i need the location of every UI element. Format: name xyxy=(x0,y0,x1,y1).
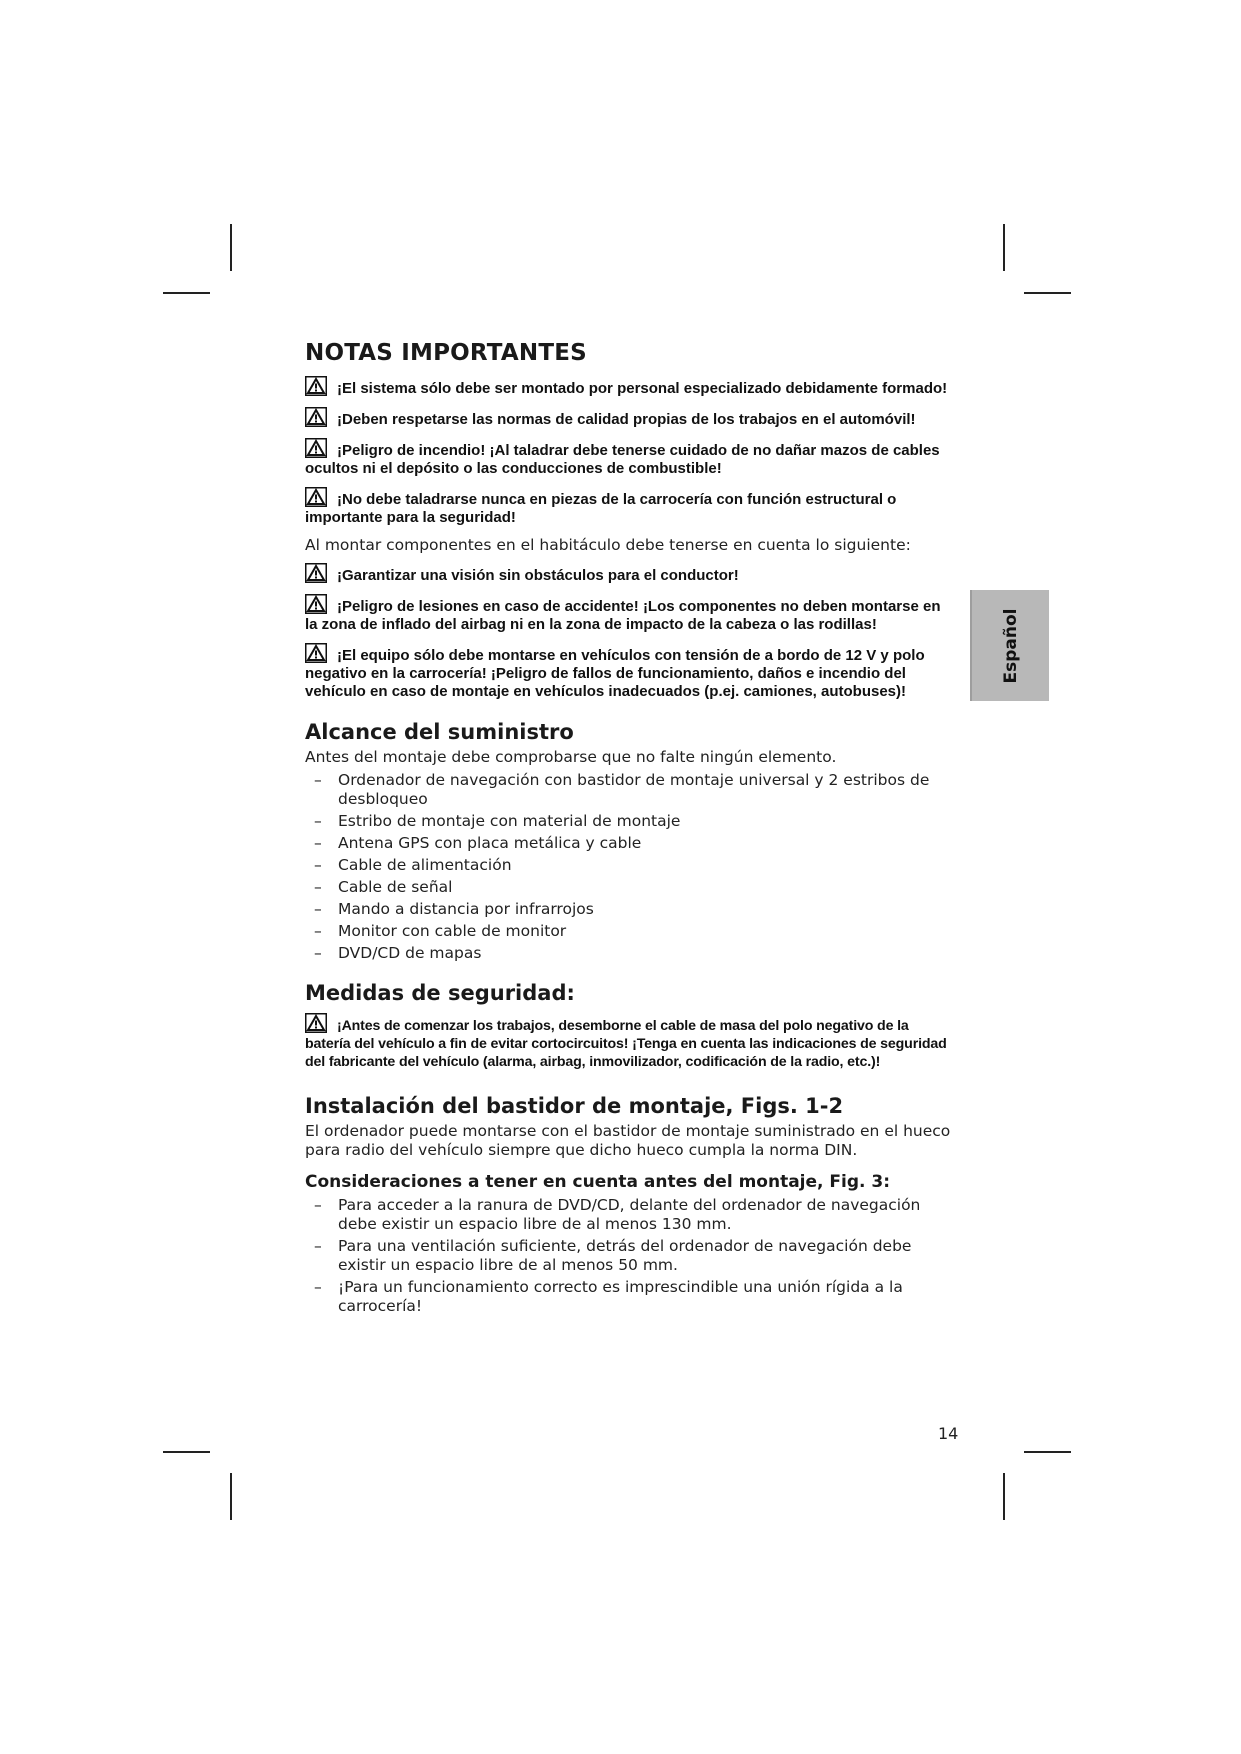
list-item-text: Cable de alimentación xyxy=(338,856,512,874)
list-item-text: DVD/CD de mapas xyxy=(338,944,482,962)
warning-text: ¡No debe taladrarse nunca en piezas de la carrocería con función estructural o importante para la seguridad! xyxy=(305,491,897,526)
crop-mark-bottom-right-vertical xyxy=(1003,1473,1005,1520)
warning-item xyxy=(305,594,955,634)
crop-mark-bottom-right-horizontal xyxy=(1024,1451,1071,1453)
list-item-text: Cable de señal xyxy=(338,878,453,896)
dash-marker: – xyxy=(314,1196,322,1214)
warning-triangle-icon xyxy=(305,594,327,614)
list-item xyxy=(305,771,955,809)
language-side-tab xyxy=(970,590,1049,701)
warning-triangle-icon xyxy=(305,563,327,583)
warning-item xyxy=(305,438,955,478)
dash-marker: – xyxy=(314,834,322,852)
warning-text: ¡El sistema sólo debe ser montado por personal especializado debidamente formado! xyxy=(337,380,948,397)
list-item-text: Mando a distancia por infrarrojos xyxy=(338,900,594,918)
warning-item xyxy=(305,563,955,585)
page-number: 14 xyxy=(938,1424,959,1443)
dash-marker: – xyxy=(314,771,322,789)
warning-text: ¡Garantizar una visión sin obstáculos para el conductor! xyxy=(337,567,739,584)
warning-text: ¡El equipo sólo debe montarse en vehículos con tensión de a bordo de 12 V y polo negativo en la carrocería! ¡Peligro de fallos de funcionamiento, daños e incendio del vehículo en caso de montaje en vehículos inadecuados (p.ej. camiones, autobuses)! xyxy=(305,647,925,700)
list-item xyxy=(305,1237,955,1275)
warning-triangle-icon xyxy=(305,487,327,507)
warning-triangle-icon xyxy=(305,643,327,663)
install-list xyxy=(305,1196,955,1316)
dash-marker: – xyxy=(314,878,322,896)
warning-triangle-icon xyxy=(305,1013,327,1033)
supply-intro: Antes del montaje debe comprobarse que no falte ningún elemento. xyxy=(305,748,837,766)
language-tab-label: Español xyxy=(1000,608,1021,683)
list-item-text: ¡Para un funcionamiento correcto es imprescindible una unión rígida a la carrocería! xyxy=(338,1278,903,1315)
dash-marker: – xyxy=(314,1278,322,1296)
list-item xyxy=(305,944,955,963)
dash-marker: – xyxy=(314,900,322,918)
warning-triangle-icon xyxy=(305,438,327,458)
list-item-text: Antena GPS con placa metálica y cable xyxy=(338,834,642,852)
crop-mark-bottom-left-horizontal xyxy=(163,1451,210,1453)
list-item xyxy=(305,856,955,875)
list-item-text: Para acceder a la ranura de DVD/CD, delante del ordenador de navegación debe existir un espacio libre de al menos 130 mm. xyxy=(338,1196,921,1233)
list-item xyxy=(305,1278,955,1316)
warning-text: ¡Deben respetarse las normas de calidad propias de los trabajos en el automóvil! xyxy=(337,411,916,428)
crop-mark-top-right-horizontal xyxy=(1024,292,1071,294)
dash-marker: – xyxy=(314,922,322,940)
install-heading: Instalación del bastidor de montaje, Figs. 1-2 xyxy=(305,1094,844,1118)
warning-triangle-icon xyxy=(305,376,327,396)
list-item-text: Ordenador de navegación con bastidor de montaje universal y 2 estribos de desbloqueo xyxy=(338,771,930,808)
crop-mark-bottom-left-vertical xyxy=(230,1473,232,1520)
dash-marker: – xyxy=(314,856,322,874)
install-subheading: Consideraciones a tener en cuenta antes del montaje, Fig. 3: xyxy=(305,1172,891,1192)
crop-mark-top-right-vertical xyxy=(1003,224,1005,271)
page-title: NOTAS IMPORTANTES xyxy=(305,340,587,366)
warning-text: ¡Peligro de incendio! ¡Al taladrar debe tenerse cuidado de no dañar mazos de cables ocultos ni el depósito o las conducciones de combustible! xyxy=(305,442,940,477)
supply-list xyxy=(305,771,955,963)
list-item xyxy=(305,878,955,897)
safety-heading: Medidas de seguridad: xyxy=(305,981,575,1005)
page-content xyxy=(305,340,955,1334)
safety-warning xyxy=(305,1013,955,1071)
list-item xyxy=(305,834,955,853)
list-item-text: Estribo de montaje con material de montaje xyxy=(338,812,681,830)
crop-mark-top-left-vertical xyxy=(230,224,232,271)
crop-mark-top-left-horizontal xyxy=(163,292,210,294)
warning-text: ¡Antes de comenzar los trabajos, desemborne el cable de masa del polo negativo de la batería del vehículo a fin de evitar cortocircuitos! ¡Tenga en cuenta las indicaciones de seguridad del fabricante del vehículo (alarma, airbag, inmovilizador, codificación de la radio, etc.)! xyxy=(305,1018,947,1070)
list-item-text: Para una ventilación suficiente, detrás del ordenador de navegación debe existir un espacio libre de al menos 50 mm. xyxy=(338,1237,912,1274)
supply-heading: Alcance del suministro xyxy=(305,720,574,744)
warning-item xyxy=(305,376,955,398)
warnings-top xyxy=(305,376,955,527)
list-item-text: Monitor con cable de monitor xyxy=(338,922,567,940)
warning-item xyxy=(305,487,955,527)
dash-marker: – xyxy=(314,1237,322,1255)
dash-marker: – xyxy=(314,944,322,962)
interior-intro: Al montar componentes en el habitáculo debe tenerse en cuenta lo siguiente: xyxy=(305,536,911,554)
dash-marker: – xyxy=(314,812,322,830)
warning-triangle-icon xyxy=(305,407,327,427)
warning-item xyxy=(305,407,955,429)
warning-item xyxy=(305,643,955,701)
warnings-interior xyxy=(305,563,955,701)
list-item xyxy=(305,812,955,831)
list-item xyxy=(305,1196,955,1234)
warning-text: ¡Peligro de lesiones en caso de accidente! ¡Los componentes no deben montarse en la zona de inflado del airbag ni en la zona de impacto de la cabeza o las rodillas! xyxy=(305,598,941,633)
install-text: El ordenador puede montarse con el bastidor de montaje suministrado en el hueco para radio del vehículo siempre que dicho hueco cumpla la norma DIN. xyxy=(305,1122,951,1159)
list-item xyxy=(305,900,955,919)
list-item xyxy=(305,922,955,941)
